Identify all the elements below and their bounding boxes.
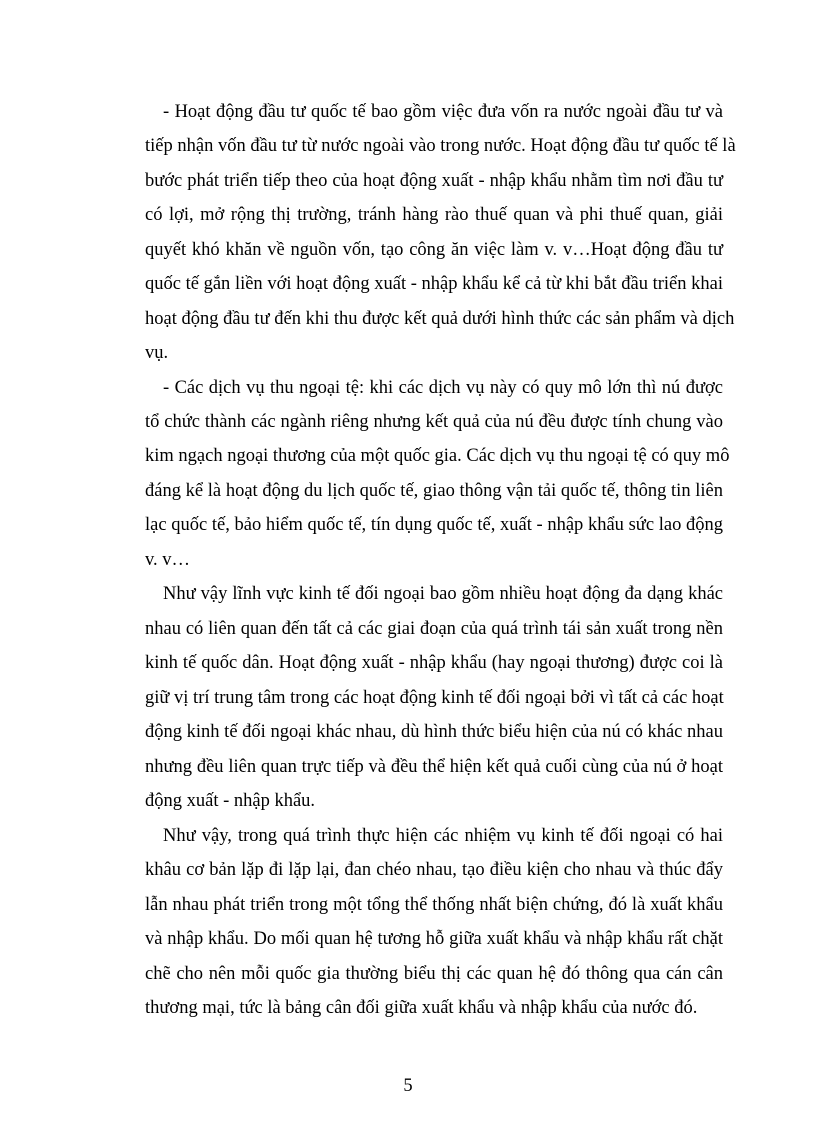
text-line: giữ vị trí trung tâm trong các hoạt động kinh tế đối ngoại bởi vì tất cả các hoạt — [145, 688, 724, 708]
text-line: - Các dịch vụ thu ngoại tệ: khi các dịch vụ này có quy mô lớn thì nú được — [163, 378, 723, 398]
text-line: đáng kể là hoạt động du lịch quốc tế, giao thông vận tải quốc tế, thông tin liên — [145, 481, 723, 501]
text-line: chẽ cho nên mỗi quốc gia thường biểu thị các quan hệ đó thông qua cán cân — [145, 964, 723, 984]
text-line: thương mại, tức là bảng cân đối giữa xuất khẩu và nhập khẩu của nước đó. — [145, 998, 698, 1018]
text-line: lạc quốc tế, bảo hiểm quốc tế, tín dụng quốc tế, xuất - nhập khẩu sức lao động — [145, 515, 723, 535]
text-line: và nhập khẩu. Do mối quan hệ tương hỗ giữa xuất khẩu và nhập khẩu rất chặt — [145, 929, 723, 949]
text-line: động xuất - nhập khẩu. — [145, 791, 316, 811]
text-line: nhưng đều liên quan trực tiếp và đều thể hiện kết quả cuối cùng của nú ở hoạt — [145, 757, 723, 777]
text-line: khâu cơ bản lặp đi lặp lại, đan chéo nhau, tạo điều kiện cho nhau và thúc đẩy — [145, 860, 723, 880]
text-line: v. v… — [145, 550, 191, 570]
text-line: tiếp nhận vốn đầu tư từ nước ngoài vào trong nước. Hoạt động đầu tư quốc tế là — [145, 136, 736, 156]
text-line: Như vậy, trong quá trình thực hiện các nhiệm vụ kinh tế đối ngoại có hai — [163, 826, 723, 846]
text-line: quyết khó khăn về nguồn vốn, tạo công ăn việc làm v. v…Hoạt động đầu tư — [145, 240, 723, 260]
text-line: hoạt động đầu tư đến khi thu được kết quả dưới hình thức các sản phẩm và dịch — [145, 309, 735, 329]
text-line: có lợi, mở rộng thị trường, tránh hàng rào thuế quan và phi thuế quan, giải — [145, 205, 723, 225]
text-line: Như vậy lĩnh vực kinh tế đối ngoại bao gồm nhiều hoạt động đa dạng khác — [163, 584, 723, 604]
text-line: quốc tế gắn liền với hoạt động xuất - nhập khẩu kể cả từ khi bắt đầu triển khai — [145, 274, 723, 294]
text-line: kim ngạch ngoại thương của một quốc gia. Các dịch vụ thu ngoại tệ có quy mô — [145, 446, 730, 466]
text-line: tổ chức thành các ngành riêng nhưng kết quả của nú đều được tính chung vào — [145, 412, 723, 432]
text-line: bước phát triển tiếp theo của hoạt động xuất - nhập khẩu nhằm tìm nơi đầu tư — [145, 171, 723, 191]
text-line: kinh tế quốc dân. Hoạt động xuất - nhập khẩu (hay ngoại thương) được coi là — [145, 653, 723, 673]
text-line: vụ. — [145, 343, 169, 363]
text-line: nhau có liên quan đến tất cả các giai đoạn của quá trình tái sản xuất trong nền — [145, 619, 723, 639]
text-line: - Hoạt động đầu tư quốc tế bao gồm việc đưa vốn ra nước ngoài đầu tư và — [163, 102, 723, 122]
page-number: 5 — [403, 1076, 413, 1096]
text-line: lẫn nhau phát triển trong một tổng thể thống nhất biện chứng, đó là xuất khẩu — [145, 895, 723, 915]
text-line: động kinh tế đối ngoại khác nhau, dù hình thức biểu hiện của nú có khác nhau — [145, 722, 723, 742]
